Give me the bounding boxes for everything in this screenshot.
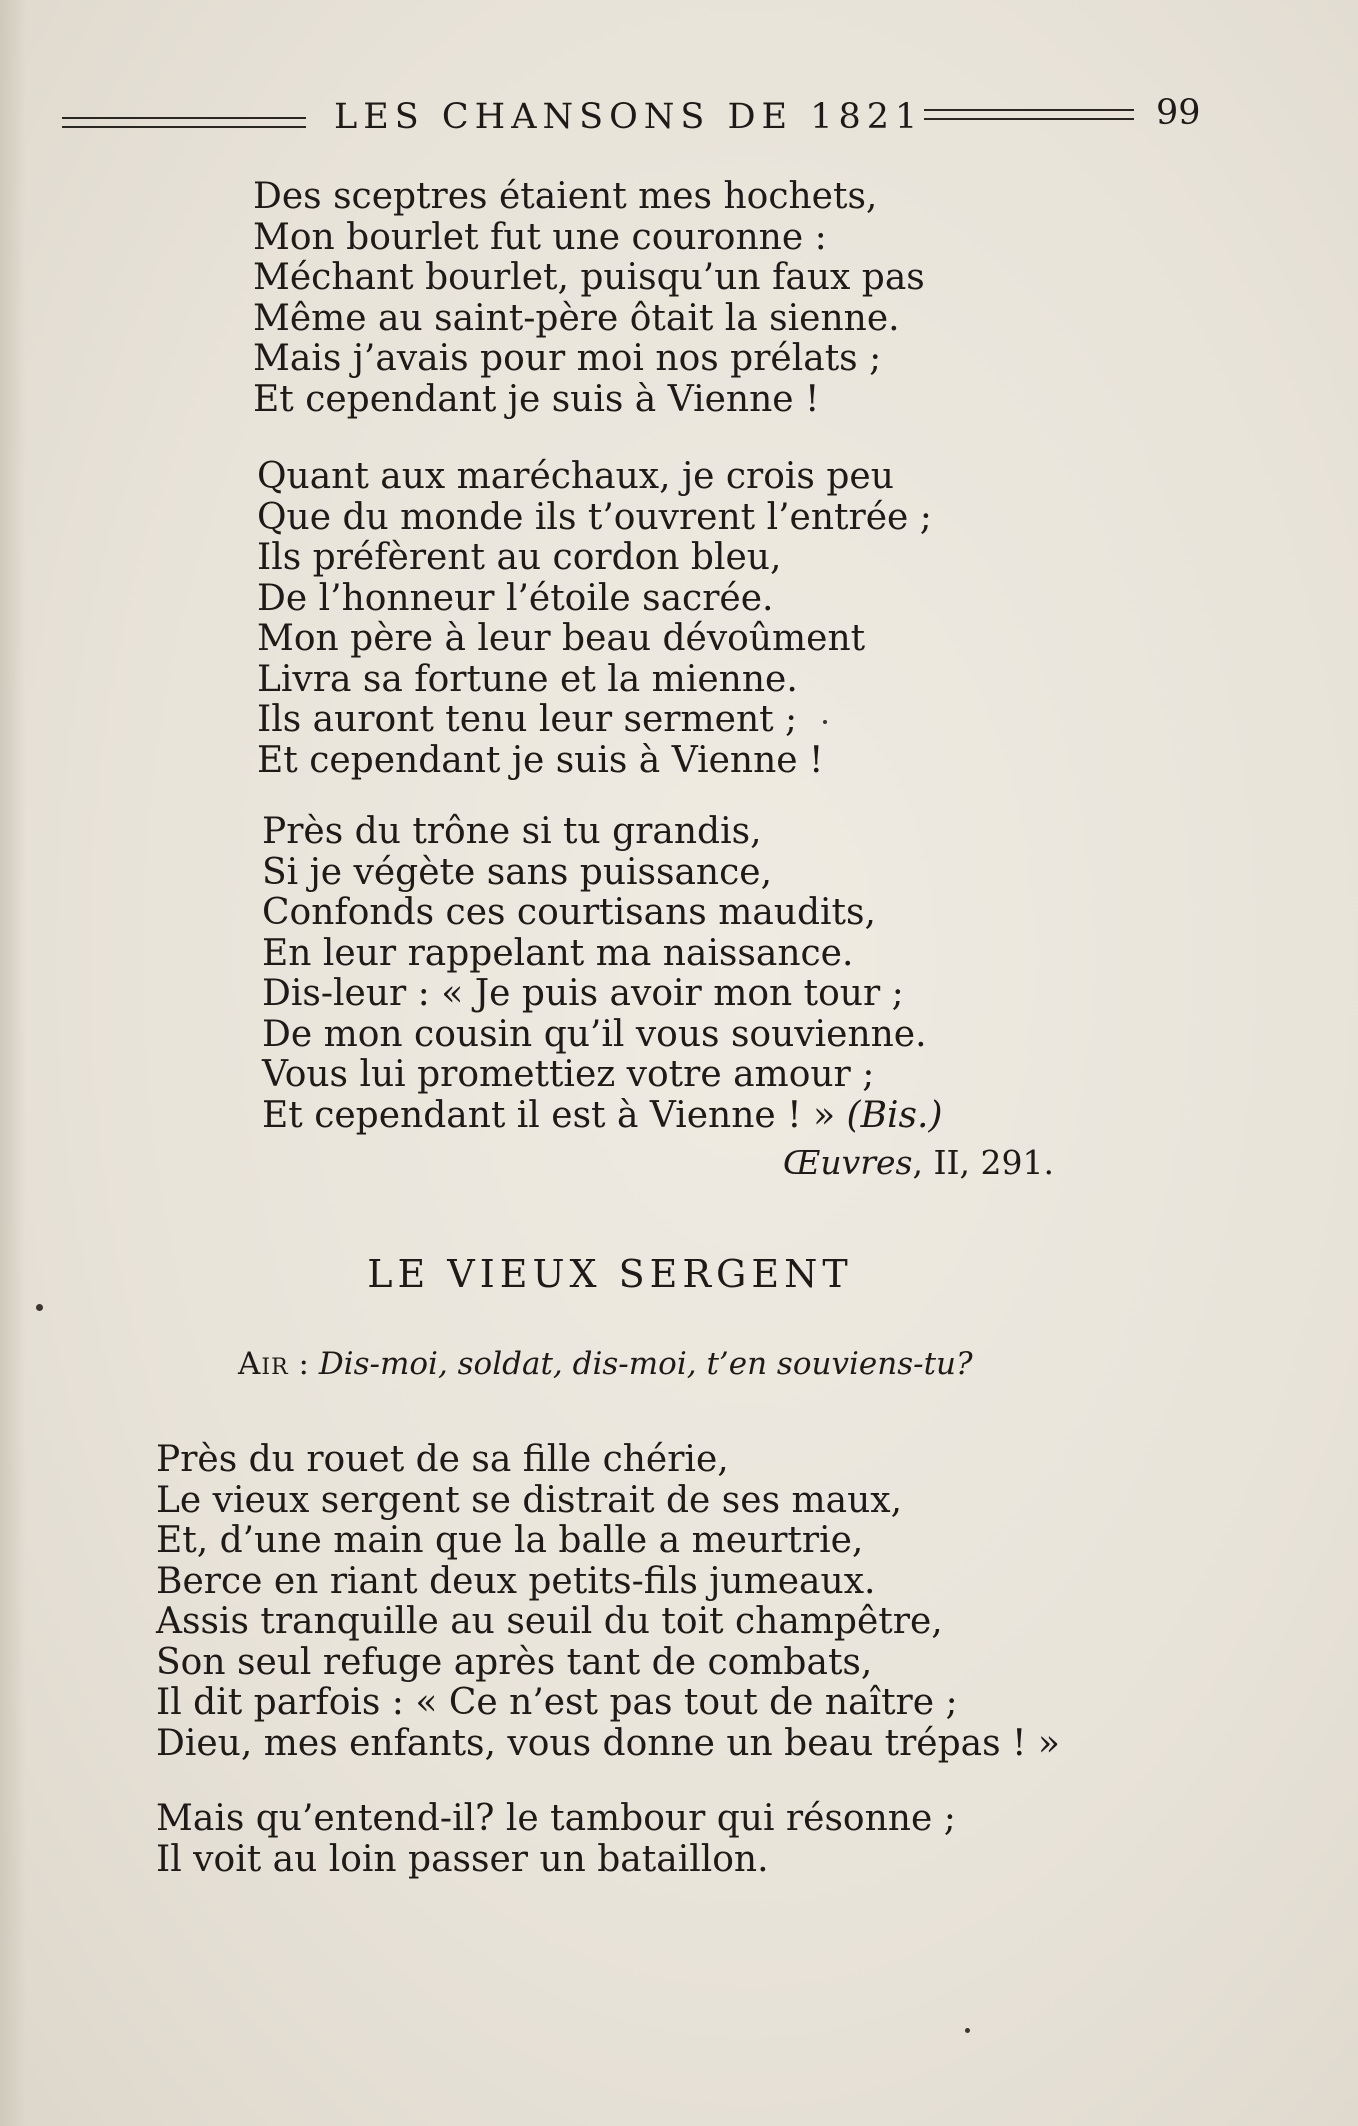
verse-line: Près du rouet de sa fille chérie, bbox=[156, 1439, 729, 1480]
verse-line: Près du trône si tu grandis, bbox=[262, 811, 762, 852]
verse-line: Méchant bourlet, puisqu’un faux pas bbox=[253, 257, 925, 298]
verse-line: Son seul refuge après tant de combats, bbox=[156, 1641, 873, 1683]
poem-title: LE VIEUX SERGENT bbox=[367, 1252, 853, 1296]
stanza-1 bbox=[253, 177, 925, 420]
verse-line: Ils préfèrent au cordon bleu, bbox=[257, 537, 782, 578]
header-rule-right bbox=[924, 109, 1134, 120]
verse-line: Et cependant je suis à Vienne ! bbox=[253, 378, 820, 420]
verse-line: Le vieux sergent se distrait de ses maux, bbox=[156, 1479, 903, 1521]
verse-line: Et cependant je suis à Vienne ! bbox=[257, 739, 824, 781]
citation-work: Œuvres bbox=[782, 1143, 913, 1182]
verse-line: Dieu, mes enfants, vous donne un beau trépas ! » bbox=[156, 1722, 1060, 1764]
verse-line: Même au saint-père ôtait la sienne. bbox=[253, 297, 900, 339]
page-number: 99 bbox=[1156, 93, 1201, 133]
air-label: Air bbox=[238, 1346, 289, 1382]
stanza-2 bbox=[257, 457, 932, 781]
running-title: LES CHANSONS DE 1821 bbox=[334, 97, 924, 137]
ink-speck bbox=[36, 1304, 43, 1311]
bis-marker: (Bis.) bbox=[846, 1094, 943, 1136]
verse-line: En leur rappelant ma naissance. bbox=[262, 932, 854, 974]
verse-line: Mais qu’entend-il? le tambour qui résonne ; bbox=[156, 1798, 956, 1839]
running-header bbox=[62, 93, 1201, 145]
tune-indication bbox=[238, 1346, 973, 1382]
header-rule-left bbox=[62, 117, 306, 128]
verse-line: Mon père à leur beau dévoûment bbox=[257, 618, 866, 659]
verse-line: Des sceptres étaient mes hochets, bbox=[253, 176, 878, 217]
air-tune-name: Dis-moi, soldat, dis-moi, t’en souviens-tu? bbox=[318, 1346, 973, 1382]
stanza-3 bbox=[262, 812, 943, 1136]
verse-line: Berce en riant deux petits-fils jumeaux. bbox=[156, 1560, 876, 1602]
refrain-text: Et cependant il est à Vienne ! » bbox=[262, 1094, 847, 1136]
verse-line: Dis-leur : « Je puis avoir mon tour ; bbox=[262, 973, 904, 1014]
verse-line: Mon bourlet fut une couronne : bbox=[253, 216, 827, 258]
verse-line: Quant aux maréchaux, je crois peu bbox=[257, 456, 894, 497]
verse-line: Mais j’avais pour moi nos prélats ; bbox=[253, 338, 882, 379]
ink-speck bbox=[823, 720, 827, 724]
ink-speck bbox=[965, 2028, 970, 2033]
verse-line: De l’honneur l’étoile sacrée. bbox=[257, 577, 774, 619]
poem2-stanza-1 bbox=[156, 1440, 1060, 1764]
citation-reference: , II, 291. bbox=[912, 1143, 1054, 1182]
verse-line: Il voit au loin passer un bataillon. bbox=[156, 1838, 769, 1880]
verse-line: Si je végète sans puissance, bbox=[262, 851, 773, 893]
source-citation bbox=[650, 1143, 1054, 1183]
verse-line: Confonds ces courtisans maudits, bbox=[262, 892, 876, 933]
verse-line: De mon cousin qu’il vous souvienne. bbox=[262, 1013, 927, 1055]
verse-line: Il dit parfois : « Ce n’est pas tout de naître ; bbox=[156, 1682, 958, 1723]
verse-line: Ils auront tenu leur serment ; bbox=[257, 699, 798, 740]
verse-line: Et, d’une main que la balle a meurtrie, bbox=[156, 1520, 864, 1561]
verse-line: Que du monde ils t’ouvrent l’entrée ; bbox=[257, 496, 932, 538]
verse-line: Livra sa fortune et la mienne. bbox=[257, 658, 798, 700]
poem2-stanza-2 bbox=[156, 1799, 956, 1880]
verse-line-refrain bbox=[262, 1096, 943, 1137]
air-separator: : bbox=[288, 1346, 319, 1382]
verse-line: Vous lui promettiez votre amour ; bbox=[262, 1054, 875, 1095]
verse-line: Assis tranquille au seuil du toit champêtre, bbox=[156, 1601, 943, 1642]
